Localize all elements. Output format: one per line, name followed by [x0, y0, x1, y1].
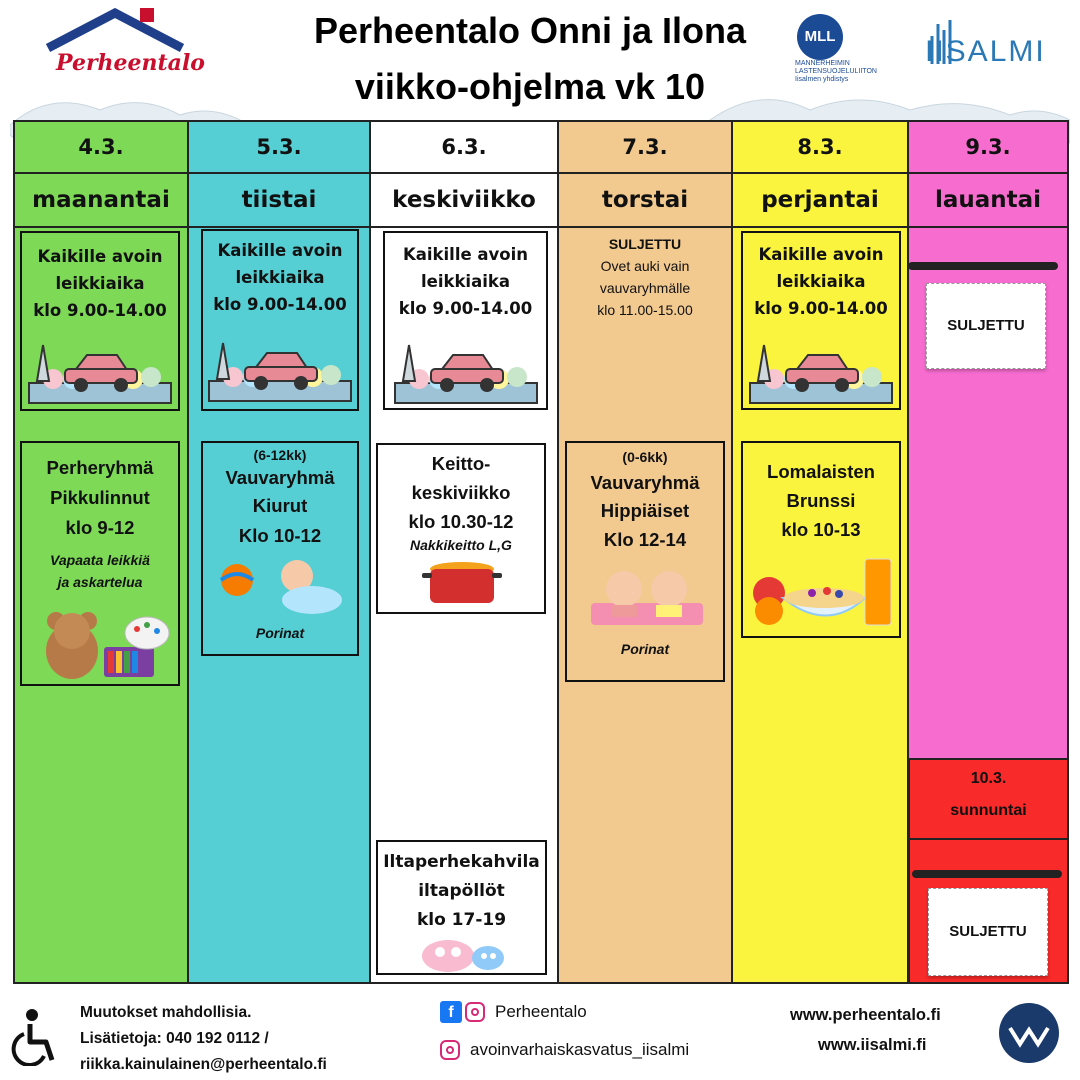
event-time: klo 10.30-12 — [408, 511, 514, 532]
event-text: Pikkulinnut — [50, 487, 150, 508]
event-time: klo 9.00-14.00 — [754, 299, 888, 318]
event-open-play-friday — [741, 231, 901, 410]
perheentalo-logo-text: Perheentalo — [56, 50, 205, 76]
day-label: keskiviikko — [371, 172, 557, 228]
social-name: Perheentalo — [495, 1002, 587, 1021]
event-text: Vauvaryhmä — [590, 472, 700, 493]
sign-rod — [912, 870, 1062, 878]
sponsor-badge-icon — [998, 1002, 1060, 1064]
event-text: iltapöllöt — [418, 881, 505, 901]
event-text: leikkiaika — [776, 272, 866, 291]
event-text: leikkiaika — [235, 268, 325, 287]
event-text: Kaikille avoin — [402, 245, 529, 264]
event-closed-thursday — [566, 233, 724, 321]
event-time: klo 17-19 — [416, 910, 507, 930]
date-label: 9.3. — [965, 135, 1011, 159]
event-open-play-tuesday — [201, 229, 359, 411]
day-label: lauantai — [909, 172, 1067, 228]
event-time: klo 9-12 — [65, 517, 135, 538]
date-label: 5.3. — [256, 135, 302, 159]
date-label: 7.3. — [622, 135, 668, 159]
event-note: ja askartelua — [57, 574, 143, 590]
footer-contact — [80, 1000, 327, 1078]
event-time: klo 9.00-14.00 — [33, 301, 167, 320]
social-instagram[interactable] — [440, 1040, 689, 1060]
toy-box-icon — [391, 333, 541, 410]
footer-websites — [790, 1000, 941, 1060]
mll-logo-text: MANNERHEIMIN LASTENSUOJELULIITON Iisalmen yhdistys — [795, 60, 877, 83]
toy-box-icon — [25, 333, 175, 410]
event-baby-group-tuesday — [201, 441, 359, 656]
event-time: Klo 12-14 — [603, 529, 687, 550]
event-text: Kaikille avoin — [758, 245, 884, 264]
mll-logo: MLL — [797, 14, 843, 60]
date-label: 10.3. — [970, 770, 1007, 787]
day-label: torstai — [559, 172, 731, 228]
teddy-bear-crafts-icon — [32, 603, 172, 683]
event-text: Kaikille avoin — [217, 241, 343, 260]
event-text: Kaikille avoin — [37, 247, 163, 266]
event-evening-cafe-wednesday — [376, 840, 547, 975]
closed-sign-sunday: SULJETTU — [928, 888, 1048, 976]
accessibility-icon — [10, 1008, 64, 1066]
event-note: Nakkikeitto L,G — [410, 537, 512, 553]
iisalmi-logo: IISALMI — [925, 35, 1046, 68]
perheentalo-logo — [40, 8, 205, 93]
event-text: Perheryhmä — [46, 457, 154, 478]
date-label: 8.3. — [797, 135, 843, 159]
event-text: Kiurut — [252, 495, 308, 516]
event-text: leikkiaika — [55, 274, 145, 293]
event-text: Lomalaisten — [767, 461, 875, 482]
event-open-play-monday — [20, 231, 180, 411]
footer-note: Muutokset mahdollisia. — [80, 1004, 252, 1021]
event-text: Iltaperhekahvila — [383, 852, 540, 872]
event-family-group-monday — [20, 441, 180, 686]
owls-icon — [408, 934, 520, 972]
event-time: klo 9.00-14.00 — [213, 295, 347, 314]
social-facebook-instagram[interactable] — [440, 1001, 587, 1023]
event-text: Vauvaryhmä — [225, 467, 335, 488]
event-open-play-wednesday — [383, 231, 548, 410]
event-note: Vapaata leikkiä — [50, 552, 150, 568]
date-label: 4.3. — [78, 135, 124, 159]
event-text: vauvaryhmälle — [599, 280, 691, 296]
event-time: Klo 10-12 — [238, 525, 322, 546]
website-link[interactable]: www.perheentalo.fi — [790, 1006, 941, 1024]
column-sunday — [908, 758, 1069, 984]
page-subtitle: viikko-ohjelma vk 10 — [354, 66, 706, 107]
event-soup-wednesday — [376, 443, 546, 614]
closed-sign-saturday: SULJETTU — [926, 283, 1046, 369]
event-time: klo 10-13 — [781, 519, 861, 540]
soup-pot-icon — [422, 557, 502, 609]
event-baby-group-thursday — [565, 441, 725, 682]
website-link[interactable]: www.iisalmi.fi — [818, 1036, 927, 1054]
day-label: maanantai — [15, 172, 187, 228]
facebook-icon: f — [440, 1001, 462, 1023]
sunday-header — [910, 762, 1067, 840]
event-text: Hippiäiset — [600, 500, 690, 521]
event-time: klo 9.00-14.00 — [398, 299, 533, 318]
event-brunch-friday — [741, 441, 901, 638]
day-label: tiistai — [189, 172, 369, 228]
event-age: (6-12kk) — [253, 447, 307, 463]
event-text: keskiviikko — [411, 482, 511, 503]
closed-label: SULJETTU — [608, 236, 682, 252]
date-label: 6.3. — [441, 135, 487, 159]
toy-box-icon — [746, 333, 896, 410]
event-text: leikkiaika — [420, 272, 510, 291]
babies-icon — [589, 565, 705, 627]
event-text: Ovet auki vain — [600, 258, 690, 274]
baby-ball-icon — [217, 558, 347, 618]
event-text: Brunssi — [786, 490, 856, 511]
event-note: Porinat — [620, 641, 670, 657]
event-age: (0-6kk) — [622, 449, 668, 465]
footer-email[interactable]: riikka.kainulainen@perheentalo.fi — [80, 1056, 327, 1073]
day-label: perjantai — [733, 172, 907, 228]
event-time: klo 11.00-15.00 — [597, 302, 693, 318]
page-title: Perheentalo Onni ja Ilona — [313, 10, 747, 51]
footer-phone: Lisätietoja: 040 192 0112 / — [80, 1030, 269, 1047]
event-note: Porinat — [255, 625, 305, 641]
social-name: avoinvarhaiskasvatus_iisalmi — [470, 1040, 690, 1059]
instagram-icon — [465, 1002, 485, 1022]
event-text: Keitto- — [431, 453, 491, 474]
day-label: sunnuntai — [950, 802, 1027, 819]
instagram-icon — [440, 1040, 460, 1060]
toy-box-icon — [205, 331, 355, 408]
sign-rod — [908, 262, 1058, 270]
brunch-food-icon — [747, 553, 897, 633]
